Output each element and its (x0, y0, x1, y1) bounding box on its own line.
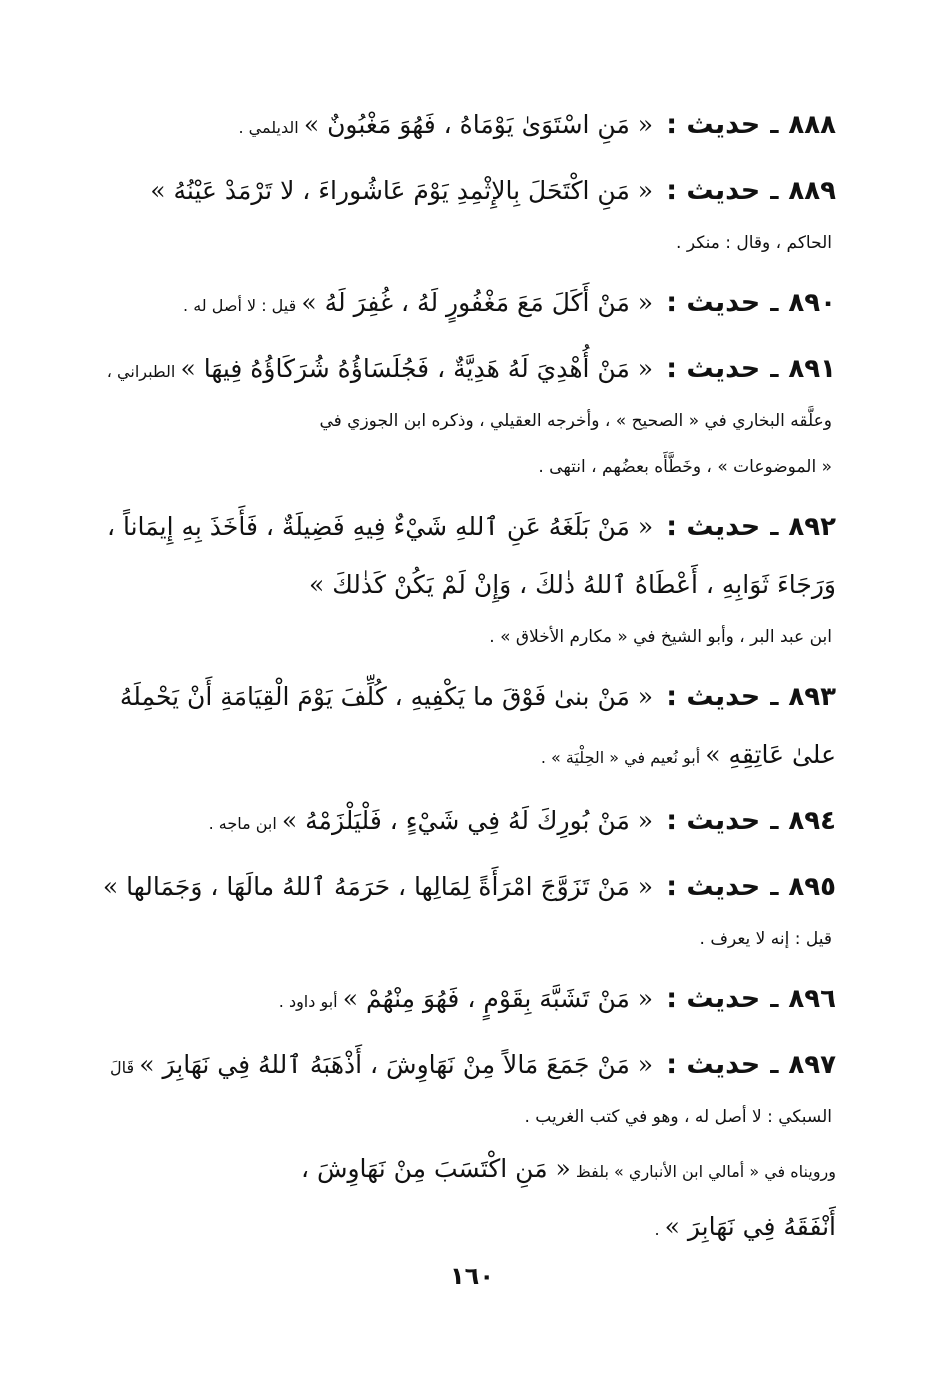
hadith-note: السبكي : لا أصل له ، وهو في كتب الغريب . (524, 1107, 832, 1127)
hadith-extra-intro: ورويناه في « أمالي ابن الأنباري » بلفظ (575, 1162, 836, 1181)
hadith-line (96, 1036, 836, 1094)
dash: ـ (770, 807, 779, 835)
hadith-label: حديث : (666, 109, 761, 140)
hadith-continuation (96, 726, 836, 784)
hadith-source: أبو داود . (278, 992, 338, 1011)
hadith-number: ٨٩١ (788, 354, 836, 384)
hadith-line (96, 96, 836, 154)
hadith-entry (96, 792, 836, 850)
hadith-label: حديث : (666, 805, 761, 836)
hadith-source: أبو نُعيم في « الحِلْيَة » . (540, 748, 701, 767)
hadith-line (96, 340, 836, 398)
dash: ـ (770, 111, 779, 139)
hadith-text: « مَنْ تَشَبَّهَ بِقَوْمٍ ، فَهُوَ مِنْهُمْ » (342, 984, 654, 1013)
hadith-extra-tail: . (654, 1220, 660, 1239)
hadith-text: « مَنِ اسْتَوَىٰ يَوْمَاهُ ، فَهُوَ مَغْبُونٌ » (303, 110, 654, 139)
dash: ـ (770, 1051, 779, 1079)
hadith-text: « مَنْ بُورِكَ لَهُ فِي شَيْءٍ ، فَلْيَلْزَمْهُ » (281, 806, 654, 835)
hadith-line (96, 792, 836, 850)
hadith-text: « مَنْ أُهْدِيَ لَهُ هَدِيَّةٌ ، فَجُلَسَاؤُهُ شُرَكَاؤُهُ فِيهَا » (180, 354, 654, 383)
hadith-extra-quote: أَنْفَقَهُ فِي نَهَابِرَ » (664, 1212, 836, 1241)
hadith-source: ابن ماجه . (208, 814, 277, 833)
hadith-text: علىٰ عَاتِقِهِ » (705, 740, 836, 769)
dash: ـ (770, 873, 779, 901)
hadith-note: قيل : إنه لا يعرف . (699, 929, 832, 949)
hadith-note: الحاكم ، وقال : منكر . (676, 233, 832, 253)
hadith-text: « مَنْ أَكَلَ مَعَ مَغْفُورٍ لَهُ ، غُفِرَ لَهُ » (301, 288, 654, 317)
hadith-label: حديث : (666, 353, 761, 384)
hadith-source: الديلمي . (238, 118, 299, 137)
hadith-text: « مَنْ تَزَوَّجَ امْرَأَةً لِمَالِها ، حَرَمَهُ ٱللهُ مالَهَا ، وَجَمَالها » (102, 872, 654, 901)
hadith-entry (96, 668, 836, 784)
hadith-extra-quote: « مَنِ اكْتَسَبَ مِنْ نَهَاوِشَ ، (300, 1154, 571, 1183)
hadith-extra-line (96, 1198, 836, 1256)
hadith-continuation (96, 556, 836, 614)
dash: ـ (770, 985, 779, 1013)
hadith-text: « مَنْ بَلَغَهُ عَنِ ٱللهِ شَيْءٌ فِيهِ فَضِيلَةٌ ، فَأَخَذَ بِهِ إِيمَاناً ، (106, 512, 654, 541)
hadith-source: قيل : لا أصل له . (183, 296, 297, 315)
hadith-entry (96, 96, 836, 154)
hadith-text: وَرَجَاءَ ثَوَابِهِ ، أَعْطَاهُ ٱللهُ ذٰلكَ ، وَإِنْ لَمْ يَكُنْ كَذٰلكَ » (309, 570, 836, 599)
hadith-number: ٨٨٨ (788, 110, 836, 140)
hadith-entry (96, 274, 836, 332)
hadith-entry (96, 970, 836, 1028)
hadith-line (96, 162, 836, 220)
hadith-line (96, 668, 836, 726)
page-number: ١٦٠ (450, 1262, 494, 1290)
hadith-extra-line (96, 1140, 836, 1198)
hadith-label: حديث : (666, 1049, 761, 1080)
hadith-number: ٨٩٢ (788, 512, 836, 542)
hadith-label: حديث : (666, 871, 761, 902)
hadith-entry (96, 340, 836, 490)
hadith-number: ٨٩٠ (788, 288, 836, 318)
hadith-number: ٨٩٥ (788, 872, 836, 902)
hadith-line (96, 274, 836, 332)
hadith-line (96, 970, 836, 1028)
hadith-entry (96, 498, 836, 660)
dash: ـ (770, 355, 779, 383)
hadith-line (96, 858, 836, 916)
dash: ـ (770, 513, 779, 541)
hadith-text: « مَنِ اكْتَحَلَ بِالإِثْمِدِ يَوْمَ عَاشُوراءَ ، لا تَرْمَدْ عَيْنُهُ » (150, 176, 654, 205)
hadith-source: الطبراني ، (106, 362, 176, 381)
hadith-entry (96, 1036, 836, 1256)
hadith-note: وعلَّقه البخاري في « الصحيح » ، وأخرجه العقيلي ، وذكره ابن الجوزي في (319, 411, 832, 431)
hadith-number: ٨٩٣ (788, 682, 836, 712)
hadith-text: « مَنْ بنىٰ فَوْقَ ما يَكْفِيهِ ، كُلِّفَ يَوْمَ الْقِيَامَةِ أَنْ يَحْمِلَهُ (119, 682, 654, 711)
dash: ـ (770, 683, 779, 711)
hadith-number: ٨٩٧ (788, 1050, 836, 1080)
hadith-label: حديث : (666, 681, 761, 712)
hadith-label: حديث : (666, 983, 761, 1014)
hadith-source: قَالَ (109, 1058, 135, 1077)
hadith-list (96, 96, 836, 1264)
hadith-number: ٨٩٦ (788, 984, 836, 1014)
dash: ـ (770, 177, 779, 205)
hadith-entry (96, 858, 836, 962)
hadith-label: حديث : (666, 175, 761, 206)
hadith-note: ابن عبد البر ، وأبو الشيخ في « مكارم الأخلاق » . (489, 627, 832, 647)
hadith-text: « مَنْ جَمَعَ مَالاً مِنْ نَهَاوِشَ ، أَذْهَبَهُ ٱللهُ فِي نَهَابِرَ » (139, 1050, 654, 1079)
hadith-line (96, 498, 836, 556)
hadith-entry (96, 162, 836, 266)
hadith-note: « الموضوعات » ، وخَطَّأَه بعضُهم ، انتهى . (538, 457, 832, 477)
hadith-label: حديث : (666, 287, 761, 318)
hadith-number: ٨٩٤ (788, 806, 836, 836)
hadith-label: حديث : (666, 511, 761, 542)
dash: ـ (770, 289, 779, 317)
hadith-number: ٨٨٩ (788, 176, 836, 206)
